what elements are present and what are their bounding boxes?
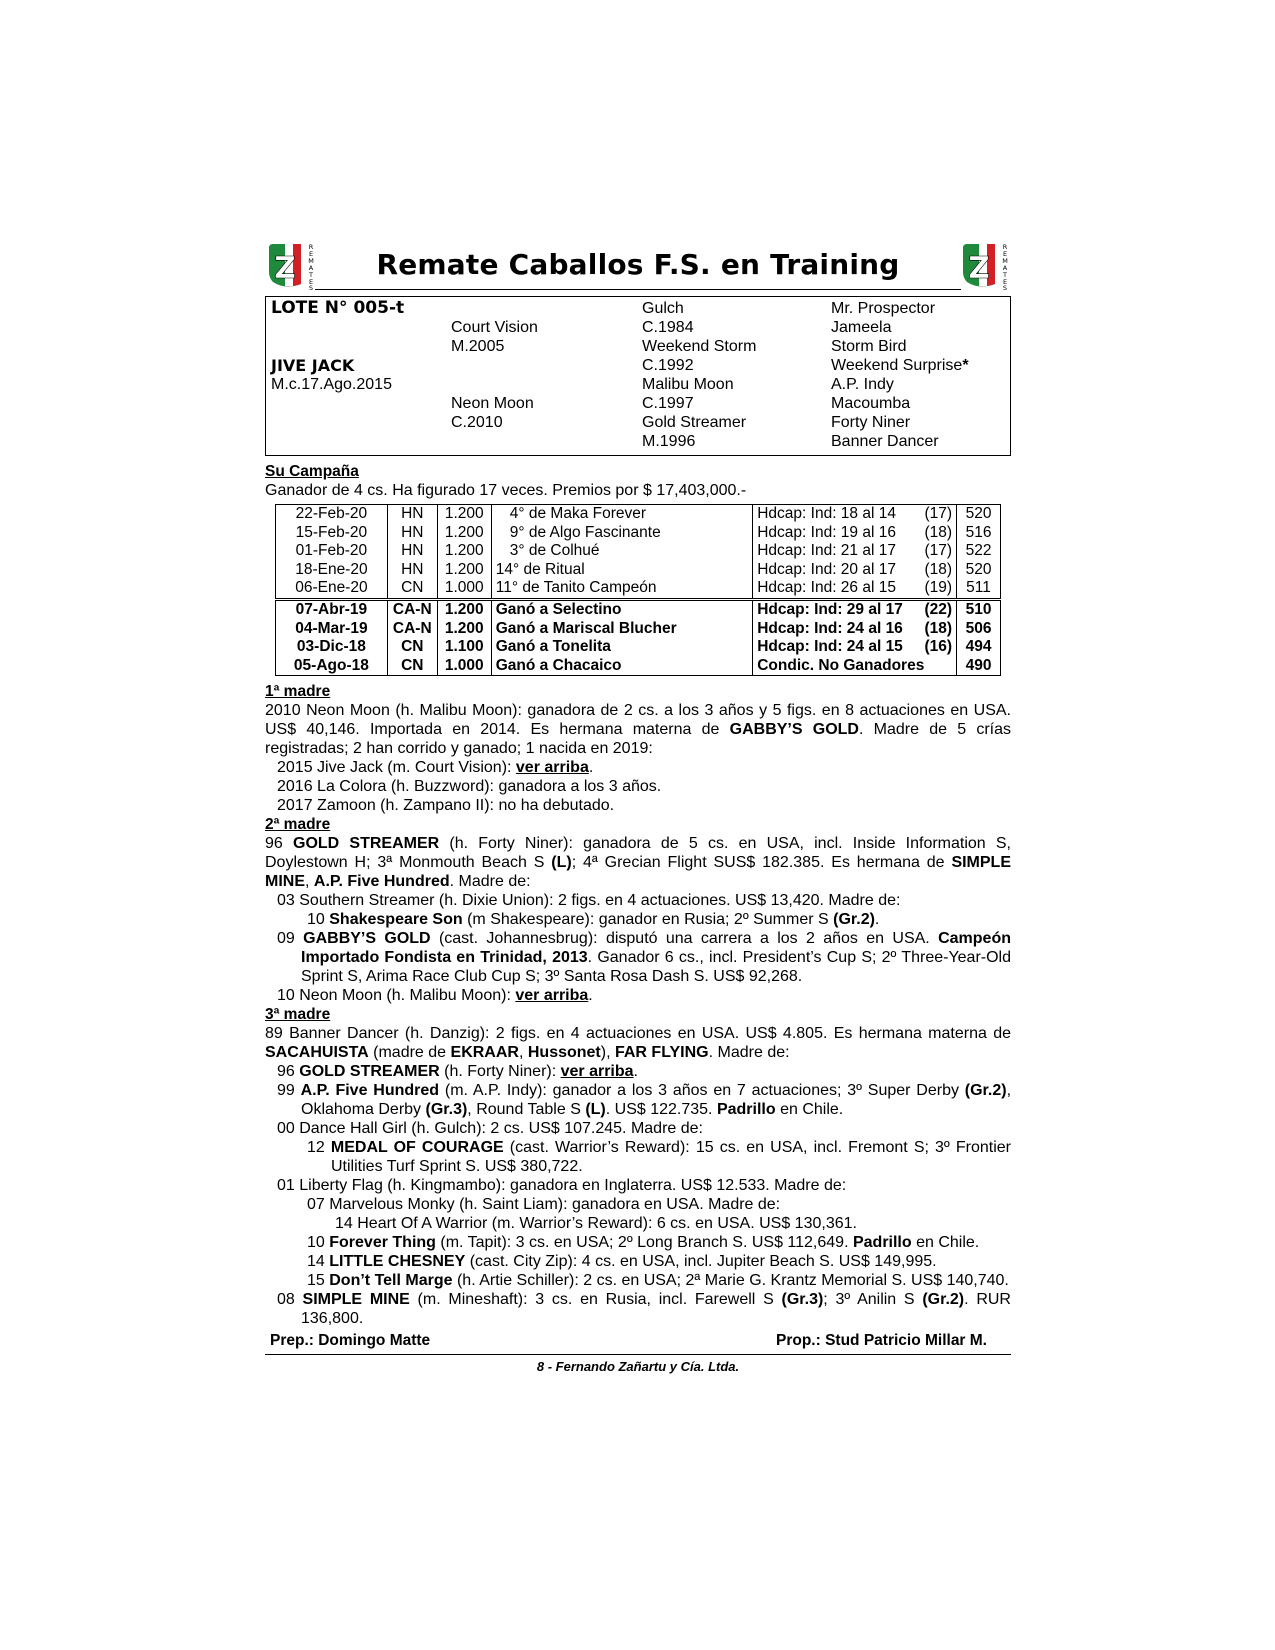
race-track: CA-N	[387, 599, 437, 619]
text-run: (m Shakespeare): ganador en Rusia; 2º Summer S	[462, 911, 834, 929]
svg-text:Z: Z	[968, 251, 990, 286]
dam-dam-info: M.1996	[642, 433, 696, 450]
ancestor-4	[831, 356, 969, 375]
text-run-bold: GABBY’S GOLD	[729, 721, 859, 739]
race-weight: 511	[957, 579, 1001, 599]
race-distance: 1.200	[437, 620, 491, 639]
race-track: HN	[387, 505, 437, 524]
sire-sire-info: C.1984	[642, 319, 694, 336]
text-run: 08	[277, 1291, 303, 1309]
text-run: 10	[307, 911, 330, 929]
horse-info: M.c.17.Ago.2015	[271, 376, 392, 393]
ancestor-3: Storm Bird	[831, 338, 907, 355]
race-row	[276, 524, 1001, 543]
text-run-bold: (Gr.2)	[964, 1082, 1007, 1100]
race-track: CA-N	[387, 620, 437, 639]
race-weight: 522	[957, 542, 1001, 561]
offspring-line: 00 Dance Hall Girl (h. Gulch): 2 cs. US$ 107.245. Madre de:	[277, 1120, 703, 1138]
race-condition	[753, 542, 957, 561]
race-condition	[753, 561, 957, 580]
race-result: Ganó a Selectino	[491, 599, 753, 619]
text-run-bold: GABBY’S GOLD	[303, 930, 431, 948]
race-distance: 1.200	[437, 542, 491, 561]
race-date: 15-Feb-20	[276, 524, 388, 543]
offspring-line: 07 Marvelous Monky (h. Saint Liam): ganadora en USA. Madre de:	[307, 1196, 781, 1214]
text-run-bold: EKRAAR	[450, 1044, 519, 1062]
race-distance: 1.200	[437, 505, 491, 524]
third-dam-heading: 3ª madre	[265, 1006, 331, 1024]
text-run-bold: Padrillo	[716, 1101, 776, 1119]
race-field-size: (17)	[924, 505, 953, 522]
header-rule	[315, 289, 961, 290]
text-run: (cast. Warrior’s Reward): 15 cs. en USA, incl. Fremont S; 3º Frontier Utilities Turf Sprint S. US$ 380,722.	[331, 1139, 1012, 1176]
ver-arriba-link[interactable]: ver arriba	[515, 759, 589, 777]
race-result: 11° de Tanito Campeón	[491, 579, 753, 599]
text-run-bold: (Gr.3)	[425, 1101, 468, 1119]
text-run: ,	[518, 1044, 528, 1062]
offspring-line	[265, 1138, 1011, 1176]
offspring-line	[265, 910, 1011, 929]
race-distance: 1.000	[437, 657, 491, 676]
svg-text:E: E	[1002, 278, 1008, 286]
ancestor-8: Banner Dancer	[831, 433, 939, 450]
svg-text:A: A	[1002, 264, 1008, 272]
text-run: 10 Neon Moon (h. Malibu Moon):	[277, 987, 516, 1005]
race-field-size: (18)	[924, 523, 953, 541]
svg-text:S: S	[308, 284, 314, 290]
text-run: 15	[307, 1272, 330, 1290]
svg-text:E: E	[308, 250, 314, 258]
third-dam-section	[265, 1005, 1011, 1328]
first-dam-heading: 1ª madre	[265, 683, 331, 701]
offspring-line: 14 Heart Of A Warrior (m. Warrior’s Reward): 6 cs. en USA. US$ 130,361.	[335, 1215, 857, 1233]
sire-sire: Gulch	[642, 300, 684, 317]
race-condition-text: Hdcap: Ind: 24 al 16	[757, 619, 903, 637]
text-run-bold: (Gr.3)	[781, 1291, 824, 1309]
text-run: 96	[277, 1063, 300, 1081]
svg-text:R: R	[1002, 243, 1008, 251]
race-track: CN	[387, 638, 437, 657]
text-run: . Ganador 6 cs., incl. President’s Cup S; 2º Three-Year-Old Sprint S, Arima Race Club Cup S; 3º Santa Rosa Dash S. US$ 92,268.	[301, 949, 1011, 986]
dam-name: Neon Moon	[451, 395, 534, 412]
race-condition-text: Hdcap: Ind: 19 al 16	[757, 523, 896, 541]
text-run: 96	[265, 835, 293, 853]
page-number: 8 - Fernando Zañartu y Cía. Ltda.	[536, 1359, 740, 1375]
offspring-line	[265, 1062, 1011, 1081]
ancestor-4-name: Weekend Surprise	[831, 357, 963, 374]
text-run-bold: GOLD STREAMER	[293, 835, 440, 853]
race-date: 22-Feb-20	[276, 505, 388, 524]
text-run: ; 3º Anilin S	[823, 1291, 923, 1309]
race-weight: 520	[957, 561, 1001, 580]
race-date: 03-Dic-18	[276, 638, 388, 657]
text-run-bold: A.P. Five Hundred	[300, 1082, 440, 1100]
race-weight: 506	[957, 620, 1001, 639]
page-title: Remate Caballos F.S. en Training	[376, 248, 900, 281]
race-track: CN	[387, 657, 437, 676]
sire-name: Court Vision	[451, 319, 538, 336]
offspring-line	[265, 1233, 1011, 1252]
offspring-line: 2016 La Colora (h. Buzzword): ganadora a los 3 años.	[277, 778, 662, 796]
trainer-label: Prep.: Domingo Matte	[270, 1332, 431, 1350]
race-row	[276, 657, 1001, 676]
text-run: 09	[277, 930, 304, 948]
race-track: HN	[387, 561, 437, 580]
ver-arriba-link[interactable]: ver arriba	[560, 1063, 634, 1081]
text-run-bold: MEDAL OF COURAGE	[330, 1139, 504, 1157]
first-dam-text	[265, 701, 1011, 758]
race-weight: 494	[957, 638, 1001, 657]
text-run-bold: Don’t Tell Marge	[329, 1272, 453, 1290]
ancestor-7: Forty Niner	[831, 414, 911, 431]
text-run: (h. Artie Schiller): 2 cs. en USA; 2ª Marie G. Krantz Memorial S. US$ 140,740.	[452, 1272, 1009, 1290]
text-run-bold: LITTLE CHESNEY	[329, 1253, 466, 1271]
page-header	[265, 240, 1011, 292]
ancestor-6: Macoumba	[831, 395, 911, 412]
race-weight: 520	[957, 505, 1001, 524]
race-field-size: (19)	[924, 579, 953, 597]
race-condition-text: Hdcap: Ind: 20 al 17	[757, 560, 896, 578]
text-run: , Oklahoma Derby	[301, 1082, 1012, 1119]
text-run: .	[588, 759, 594, 777]
race-field-size: (17)	[924, 542, 953, 560]
text-run: 2010 Neon Moon (h. Malibu Moon): ganadora de 2 cs. a los 3 años y 5 figs. en 8 actuaciones en USA. US$ 40,146. Importada en 2014. Es hermana materna de	[265, 702, 1011, 739]
svg-text:T: T	[1003, 271, 1007, 279]
text-run: (h. Forty Niner): ganadora de 5 cs. en USA, incl. Inside Information S, Doylestown H; 3ª Monmouth Beach S	[265, 835, 1012, 872]
text-run: ; 4ª Grecian Flight SUS$ 182.385. Es hermana de	[571, 854, 952, 872]
race-row	[276, 638, 1001, 657]
svg-text:M: M	[308, 257, 314, 265]
campaign-heading: Su Campaña	[265, 463, 359, 480]
ancestor-1: Mr. Prospector	[831, 300, 936, 317]
race-weight: 510	[957, 599, 1001, 619]
race-date: 05-Ago-18	[276, 657, 388, 676]
race-result: 9° de Algo Fascinante	[491, 524, 753, 543]
text-run: .	[874, 911, 880, 929]
text-run: . US$ 122.735.	[605, 1101, 717, 1119]
offspring-line	[265, 1252, 1011, 1271]
text-run-bold: (L)	[585, 1101, 606, 1119]
offspring-line	[265, 1081, 1011, 1119]
offspring-line	[265, 1290, 1011, 1328]
race-condition-text: Hdcap: Ind: 26 al 15	[757, 579, 896, 597]
text-run: (cast. Johannesbrug): disputó una carrera a los 2 años en USA.	[430, 930, 939, 948]
text-run: ),	[600, 1044, 615, 1062]
ancestor-2: Jameela	[831, 319, 892, 336]
text-run: en Chile.	[911, 1234, 980, 1252]
race-table	[275, 504, 1001, 676]
offspring-line	[265, 1271, 1011, 1290]
text-run: . Madre de 5 crías registradas; 2 han corrido y ganado; 1 nacida en 2019:	[265, 721, 1012, 758]
race-date: 04-Mar-19	[276, 620, 388, 639]
text-run: en Chile.	[775, 1101, 844, 1119]
race-condition	[753, 599, 957, 619]
horse-name: JIVE JACK	[271, 356, 355, 375]
text-run-bold: SIMPLE MINE	[265, 854, 1011, 891]
race-distance: 1.000	[437, 579, 491, 599]
text-run: (h. Forty Niner):	[439, 1063, 561, 1081]
svg-text:R: R	[308, 243, 314, 251]
first-dam-section	[265, 682, 1011, 815]
dam-info: C.2010	[451, 414, 503, 431]
lot-footer	[265, 1332, 1011, 1352]
race-condition	[753, 638, 957, 657]
sire-dam: Weekend Storm	[642, 338, 757, 355]
race-row	[276, 542, 1001, 561]
campaign-section	[265, 462, 1011, 500]
race-track: HN	[387, 542, 437, 561]
race-condition	[753, 579, 957, 599]
sire-dam-info: C.1992	[642, 357, 694, 374]
ver-arriba-link[interactable]: ver arriba	[515, 987, 589, 1005]
pedigree-box	[265, 296, 1011, 456]
race-result: Ganó a Mariscal Blucher	[491, 620, 753, 639]
race-track: CN	[387, 579, 437, 599]
race-condition	[753, 524, 957, 543]
text-run: (m. Mineshaft): 3 cs. en Rusia, incl. Farewell S	[409, 1291, 782, 1309]
race-date: 07-Abr-19	[276, 599, 388, 619]
race-result: 4° de Maka Forever	[491, 505, 753, 524]
race-date: 01-Feb-20	[276, 542, 388, 561]
offspring-line: 03 Southern Streamer (h. Dixie Union): 2 figs. en 4 actuaciones. US$ 13,420. Madre de:	[277, 892, 901, 910]
race-field-size: (18)	[924, 619, 953, 637]
race-result: Ganó a Chacaico	[491, 657, 753, 676]
race-result: 3° de Colhué	[491, 542, 753, 561]
sire-info: M.2005	[451, 338, 505, 355]
race-field-size: (16)	[924, 638, 953, 656]
offspring-line: 2017 Zamoon (h. Zampano II): no ha debutado.	[277, 797, 615, 815]
race-field-size: (18)	[924, 560, 953, 578]
text-run: . Madre de:	[449, 873, 531, 891]
text-run: (madre de	[368, 1044, 451, 1062]
svg-text:S: S	[1002, 284, 1008, 290]
text-run-bold: SACAHUISTA	[265, 1044, 369, 1062]
svg-text:T: T	[309, 271, 313, 279]
second-dam-text	[265, 834, 1011, 891]
text-run-bold: (L)	[551, 854, 572, 872]
dam-dam: Gold Streamer	[642, 414, 747, 431]
race-weight: 490	[957, 657, 1001, 676]
race-condition-text: Hdcap: Ind: 18 al 14	[757, 505, 896, 522]
race-row	[276, 561, 1001, 580]
text-run-bold: Padrillo	[852, 1234, 912, 1252]
race-distance: 1.100	[437, 638, 491, 657]
race-condition-text: Hdcap: Ind: 24 al 15	[757, 638, 903, 656]
svg-text:Z: Z	[274, 251, 296, 286]
text-run-bold: FAR FLYING	[614, 1044, 709, 1062]
race-condition-text: Hdcap: Ind: 29 al 17	[757, 600, 903, 618]
text-run: (m. A.P. Indy): ganador a los 3 años en 7 actuaciones; 3º Super Derby	[439, 1082, 965, 1100]
second-dam-section	[265, 815, 1011, 1005]
footer-rule	[265, 1354, 1011, 1355]
offspring-line	[265, 929, 1011, 986]
remates-logo-right	[959, 240, 1011, 290]
campaign-summary: Ganador de 4 cs. Ha figurado 17 veces. Premios por $ 17,403,000.-	[265, 482, 747, 499]
text-run-bold: A.P. Five Hundred	[313, 873, 450, 891]
third-dam-text	[265, 1024, 1011, 1062]
race-track: HN	[387, 524, 437, 543]
text-run: . RUR 136,800.	[301, 1291, 1011, 1328]
race-date: 18-Ene-20	[276, 561, 388, 580]
text-run-bold: Shakespeare Son	[329, 911, 463, 929]
race-row	[276, 620, 1001, 639]
svg-text:A: A	[308, 264, 314, 272]
dam-sire: Malibu Moon	[642, 376, 734, 393]
text-run-bold: (Gr.2)	[922, 1291, 965, 1309]
text-run-bold: (Gr.2)	[833, 911, 875, 929]
race-weight: 516	[957, 524, 1001, 543]
race-distance: 1.200	[437, 524, 491, 543]
text-run: . Madre de:	[708, 1044, 790, 1062]
race-condition-text: Hdcap: Ind: 21 al 17	[757, 542, 896, 560]
text-run: ,	[305, 873, 314, 891]
second-dam-heading: 2ª madre	[265, 816, 331, 834]
race-field-size: (22)	[924, 600, 953, 618]
ancestor-4-mark: *	[962, 357, 969, 374]
text-run: 12	[307, 1139, 331, 1157]
race-row	[276, 599, 1001, 619]
svg-text:E: E	[1002, 250, 1008, 258]
offspring-line	[265, 986, 1011, 1005]
race-result: 14° de Ritual	[491, 561, 753, 580]
race-row	[276, 505, 1001, 524]
race-distance: 1.200	[437, 561, 491, 580]
text-run-bold: Campeón Importado Fondista en Trinidad, 2013	[301, 930, 1011, 967]
remates-logo-left	[265, 240, 317, 290]
race-condition-text: Condic. No Ganadores	[757, 656, 925, 674]
race-condition	[753, 657, 957, 676]
race-condition	[753, 505, 957, 524]
text-run: 10	[307, 1234, 330, 1252]
race-condition	[753, 620, 957, 639]
text-run-bold: GOLD STREAMER	[299, 1063, 440, 1081]
text-run: 99	[277, 1082, 301, 1100]
offspring-line: 01 Liberty Flag (h. Kingmambo): ganadora en Inglaterra. US$ 12.533. Madre de:	[277, 1177, 847, 1195]
race-date: 06-Ene-20	[276, 579, 388, 599]
svg-text:M: M	[1002, 257, 1008, 265]
text-run: .	[633, 1063, 638, 1081]
race-result: Ganó a Tonelita	[491, 638, 753, 657]
text-run: , Round Table S	[467, 1101, 586, 1119]
text-run: 2015 Jive Jack (m. Court Vision):	[277, 759, 516, 777]
text-run-bold: SIMPLE MINE	[302, 1291, 410, 1309]
lot-number: LOTE N° 005-t	[271, 298, 405, 318]
dam-sire-info: C.1997	[642, 395, 694, 412]
catalog-page	[265, 240, 1011, 1374]
text-run: 89 Banner Dancer (h. Danzig): 2 figs. en 4 actuaciones en USA. US$ 4.805. Es hermana materna de	[265, 1025, 1011, 1043]
svg-text:E: E	[308, 278, 314, 286]
ancestor-5: A.P. Indy	[831, 376, 894, 393]
text-run: (cast. City Zip): 4 cs. en USA, incl. Jupiter Beach S. US$ 149,995.	[465, 1253, 937, 1271]
race-row	[276, 579, 1001, 599]
race-distance: 1.200	[437, 599, 491, 619]
text-run: .	[588, 987, 593, 1005]
text-run-bold: Forever Thing	[329, 1234, 436, 1252]
text-run: (m. Tapit): 3 cs. en USA; 2º Long Branch S. US$ 112,649.	[435, 1234, 853, 1252]
text-run-bold: Hussonet	[527, 1044, 601, 1062]
offspring-line	[265, 758, 1011, 777]
owner-label: Prop.: Stud Patricio Millar M.	[776, 1332, 987, 1350]
text-run: 14	[307, 1253, 330, 1271]
